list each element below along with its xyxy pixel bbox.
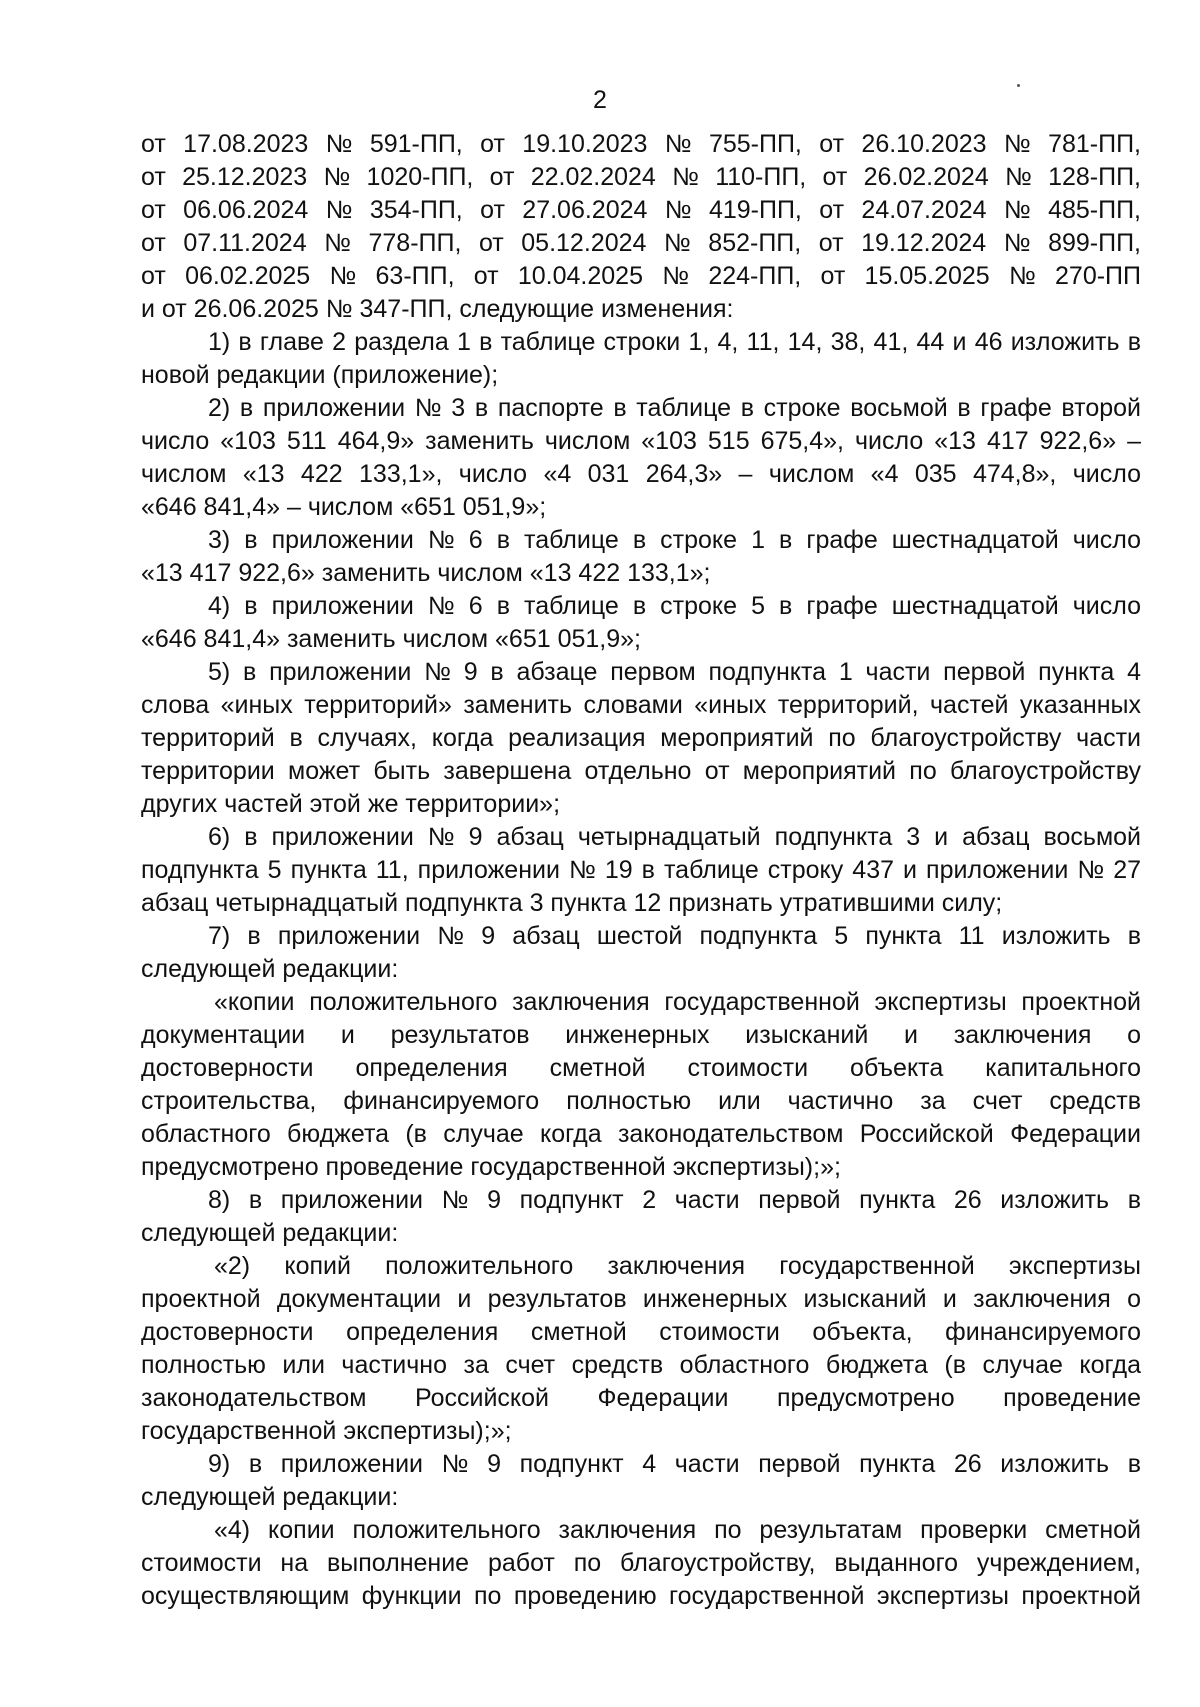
text-line: достоверности определения сметной стоимости объекта, финансируемого (141, 1318, 1141, 1346)
text-line: 2) в приложении № 3 в паспорте в таблице в строке восьмой в графе второй (208, 394, 1141, 422)
document-body-text (141, 128, 1141, 1613)
text-line: 9) в приложении № 9 подпункт 4 части первой пункта 26 изложить в (208, 1450, 1141, 1478)
text-line: «4) копии положительного заключения по результатам проверки сметной (214, 1516, 1142, 1544)
text-line: 3) в приложении № 6 в таблице в строке 1 в графе шестнадцатой число (208, 526, 1141, 554)
text-line: и от 26.06.2025 № 347-ПП, следующие изменения: (141, 295, 734, 323)
text-line: «646 841,4» заменить числом «651 051,9»; (141, 625, 641, 653)
text-line: абзац четырнадцатый подпункта 3 пункта 12 признать утратившими силу; (141, 889, 1003, 917)
text-line: 4) в приложении № 6 в таблице в строке 5 в графе шестнадцатой число (208, 592, 1141, 620)
text-line: «копии положительного заключения государственной экспертизы проектной (214, 988, 1141, 1016)
text-line: территории может быть завершена отдельно от мероприятий по благоустройству (141, 757, 1141, 785)
text-line: предусмотрено проведение государственной экспертизы);»; (141, 1153, 841, 1181)
text-line: других частей этой же территории»; (141, 790, 561, 818)
text-line: от 06.02.2025 № 63-ПП, от 10.04.2025 № 224-ПП, от 15.05.2025 № 270-ПП (141, 262, 1141, 290)
text-line: «2) копий положительного заключения государственной экспертизы (214, 1252, 1141, 1280)
text-line: «646 841,4» – числом «651 051,9»; (141, 493, 547, 521)
text-line: 1) в главе 2 раздела 1 в таблице строки 1, 4, 11, 14, 38, 41, 44 и 46 изложить в (208, 328, 1141, 356)
text-line: число «103 511 464,9» заменить числом «103 515 675,4», число «13 417 922,6» – (141, 427, 1141, 455)
text-line: документации и результатов инженерных изысканий и заключения о (141, 1021, 1141, 1049)
text-line: «13 417 922,6» заменить числом «13 422 133,1»; (141, 559, 711, 587)
text-line: государственной экспертизы);»; (141, 1417, 512, 1445)
text-line: полностью или частично за счет средств областного бюджета (в случае когда (141, 1351, 1141, 1379)
text-line: новой редакции (приложение); (141, 361, 499, 389)
text-line: следующей редакции: (141, 955, 399, 983)
text-line: от 07.11.2024 № 778-ПП, от 05.12.2024 № 852-ПП, от 19.12.2024 № 899-ПП, (141, 229, 1142, 257)
text-line: числом «13 422 133,1», число «4 031 264,3» – числом «4 035 474,8», число (141, 460, 1141, 488)
text-line: 7) в приложении № 9 абзац шестой подпункта 5 пункта 11 изложить в (208, 922, 1141, 950)
text-line: следующей редакции: (141, 1483, 399, 1511)
text-line: строительства, финансируемого полностью или частично за счет средств (141, 1087, 1142, 1115)
text-line: от 25.12.2023 № 1020-ПП, от 22.02.2024 № 110-ПП, от 26.02.2024 № 128-ПП, (141, 163, 1141, 191)
text-line: территорий в случаях, когда реализация мероприятий по благоустройству части (141, 724, 1141, 752)
text-line: 6) в приложении № 9 абзац четырнадцатый подпункта 3 и абзац восьмой (208, 823, 1141, 851)
text-line: подпункта 5 пункта 11, приложении № 19 в таблице строку 437 и приложении № 27 (141, 856, 1141, 884)
text-line: от 06.06.2024 № 354-ПП, от 27.06.2024 № 419-ПП, от 24.07.2024 № 485-ПП, (141, 196, 1141, 224)
text-line: следующей редакции: (141, 1219, 399, 1247)
text-line: областного бюджета (в случае когда законодательством Российской Федерации (141, 1120, 1141, 1148)
page-number: 2 (593, 86, 607, 114)
text-line: достоверности определения сметной стоимости объекта капитального (141, 1054, 1141, 1082)
text-line: стоимости на выполнение работ по благоустройству, выданного учреждением, (141, 1549, 1141, 1577)
text-line: проектной документации и результатов инженерных изысканий и заключения о (141, 1285, 1141, 1313)
text-line: 8) в приложении № 9 подпункт 2 части первой пункта 26 изложить в (208, 1186, 1141, 1214)
text-line: осуществляющим функции по проведению государственной экспертизы проектной (141, 1582, 1141, 1610)
text-line: законодательством Российской Федерации предусмотрено проведение (141, 1384, 1141, 1412)
text-line: от 17.08.2023 № 591-ПП, от 19.10.2023 № 755-ПП, от 26.10.2023 № 781-ПП, (141, 130, 1141, 158)
text-line: слова «иных территорий» заменить словами «иных территорий, частей указанных (141, 691, 1141, 719)
text-line: 5) в приложении № 9 в абзаце первом подпункта 1 части первой пункта 4 (208, 658, 1141, 686)
